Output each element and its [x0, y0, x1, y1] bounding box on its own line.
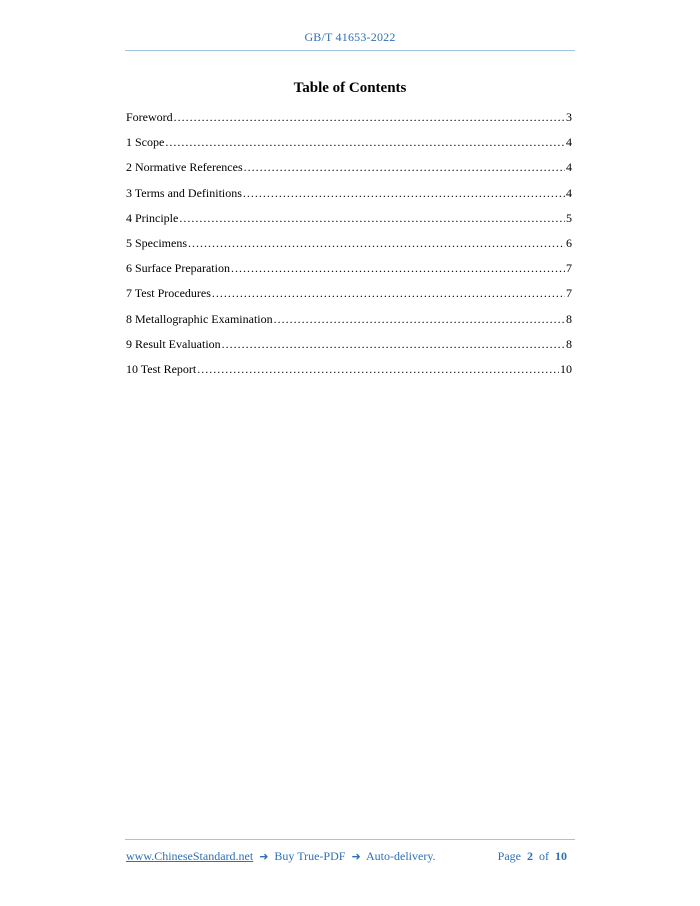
- toc-dot-leader: [179, 210, 565, 227]
- toc-entry-normative-references[interactable]: [126, 159, 572, 184]
- toc-entry-scope[interactable]: [126, 134, 572, 159]
- total-pages-number: 10: [555, 849, 567, 863]
- toc-title: Table of Contents: [293, 80, 407, 96]
- toc-entry-page: 7: [566, 286, 572, 301]
- toc-entry-test-report[interactable]: [126, 361, 572, 386]
- toc-entry-page: 8: [566, 311, 572, 326]
- toc-entry-label: 8 Metallographic Examination: [126, 311, 273, 326]
- toc-entry-label: 6 Surface Preparation: [126, 261, 230, 276]
- toc-entry-page: 6: [566, 235, 572, 250]
- toc-dot-leader: [212, 285, 565, 302]
- toc-entry-label: 2 Normative References: [126, 160, 243, 175]
- right-arrow-icon: ➜: [351, 850, 361, 863]
- toc-entry-label: 10 Test Report: [126, 361, 197, 376]
- toc-dot-leader: [174, 109, 565, 126]
- toc-entry-result-evaluation[interactable]: [126, 336, 572, 361]
- site-link[interactable]: www.ChineseStandard.net: [126, 849, 254, 863]
- toc-entry-page: 4: [566, 135, 572, 150]
- document-header-code: GB/T 41653-2022: [304, 30, 396, 44]
- page-label: Page: [497, 849, 521, 863]
- toc-dot-leader: [231, 260, 565, 277]
- toc-entry-label: 4 Principle: [126, 210, 179, 225]
- toc-dot-leader: [244, 159, 565, 176]
- toc-entry-label: 9 Result Evaluation: [126, 336, 221, 351]
- toc-entry-label: Foreword: [126, 110, 173, 124]
- footer-divider: [125, 839, 575, 840]
- toc-entry-page: 5: [566, 210, 572, 225]
- toc-entry-page: 4: [566, 160, 572, 175]
- toc-entry-page: 7: [566, 261, 572, 276]
- toc-entry-label: 5 Specimens: [126, 235, 187, 250]
- toc-entry-metallographic-examination[interactable]: [126, 311, 572, 336]
- page-indicator: [498, 849, 570, 864]
- buy-true-pdf-text: Buy True-PDF: [274, 849, 346, 863]
- toc-entry-terms-definitions[interactable]: [126, 185, 572, 210]
- toc-dot-leader: [165, 134, 565, 151]
- toc-entry-principle[interactable]: [126, 210, 572, 235]
- toc-entry-foreword[interactable]: [126, 109, 572, 134]
- toc-dot-leader: [274, 311, 565, 328]
- footer-promo: [126, 849, 436, 864]
- current-page-number: 2: [527, 849, 533, 863]
- toc-dot-leader: [197, 361, 559, 378]
- toc-entry-label: 1 Scope: [126, 135, 165, 150]
- toc-entry-page: 10: [560, 361, 572, 376]
- toc-entry-specimens[interactable]: [126, 235, 572, 260]
- toc-entry-label: 3 Terms and Definitions: [126, 185, 242, 200]
- of-label: of: [539, 849, 549, 863]
- header-divider: [125, 50, 575, 51]
- auto-delivery-text: Auto-delivery.: [366, 849, 436, 863]
- toc-entry-page: 4: [566, 185, 572, 200]
- toc-dot-leader: [243, 185, 565, 202]
- toc-list: [126, 109, 572, 386]
- toc-dot-leader: [188, 235, 565, 252]
- toc-entry-surface-preparation[interactable]: [126, 260, 572, 285]
- toc-dot-leader: [222, 336, 565, 353]
- toc-entry-label: 7 Test Procedures: [126, 286, 211, 301]
- toc-entry-page: 3: [566, 110, 572, 124]
- toc-entry-test-procedures[interactable]: [126, 285, 572, 310]
- right-arrow-icon: ➜: [259, 850, 269, 863]
- toc-entry-page: 8: [566, 336, 572, 351]
